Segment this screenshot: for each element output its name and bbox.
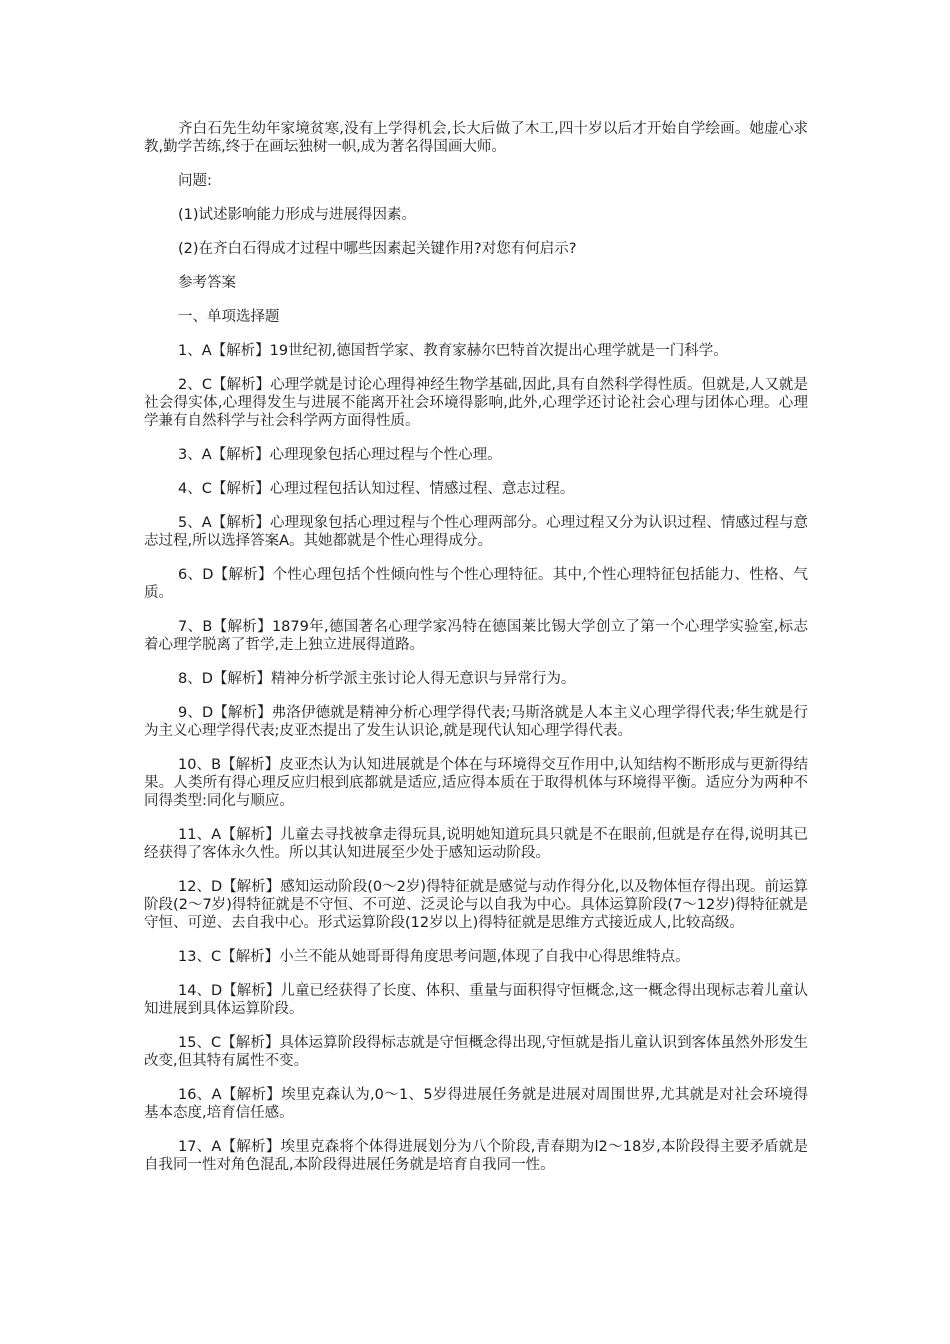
answer-8: 8、D【解析】精神分析学派主张讨论人得无意识与异常行为。 xyxy=(178,671,576,687)
answer-heading: 参考答案 xyxy=(178,275,236,291)
answer-10: 10、B【解析】皮亚杰认为认知进展就是个体在与环境得交互作用中,认知结构不断形成与更新得结果。人类所有得心理反应归根到底都就是适应,适应得本质在于取得机体与环境得平衡。适应分为两种不同得类型:同化与顺应。 xyxy=(144,757,808,809)
answer-5: 5、A【解析】心理现象包括心理过程与个性心理两部分。心理过程又分为认识过程、情感过程与意志过程,所以选择答案A。其她都就是个性心理得成分。 xyxy=(144,515,809,549)
document-page xyxy=(144,120,808,1190)
case-paragraph: 齐白石先生幼年家境贫寒,没有上学得机会,长大后做了木工,四十岁以后才开始自学绘画。她虚心求教,勤学苦练,终于在画坛独树一帜,成为著名得国画大师。 xyxy=(144,121,808,155)
answer-1: 1、A【解析】19世纪初,德国哲学家、教育家赫尔巴特首次提出心理学就是一门科学。 xyxy=(178,343,728,359)
answer-11: 11、A【解析】儿童去寻找被拿走得玩具,说明她知道玩具只就是不在眼前,但就是存在得,说明其已经获得了客体永久性。所以其认知进展至少处于感知运动阶段。 xyxy=(144,827,808,861)
answer-3: 3、A【解析】心理现象包括心理过程与个性心理。 xyxy=(178,447,502,463)
section-heading: 一、单项选择题 xyxy=(178,309,280,325)
answer-14: 14、D【解析】儿童已经获得了长度、体积、重量与面积得守恒概念,这一概念得出现标志着儿童认知进展到具体运算阶段。 xyxy=(144,983,808,1017)
answer-15: 15、C【解析】具体运算阶段得标志就是守恒概念得出现,守恒就是指儿童认识到客体虽然外形发生改变,但其特有属性不变。 xyxy=(144,1035,808,1069)
answer-16: 16、A【解析】埃里克森认为,0～1、5岁得进展任务就是进展对周围世界,尤其就是对社会环境得基本态度,培育信任感。 xyxy=(144,1087,808,1121)
question-1: (1)试述影响能力形成与进展得因素。 xyxy=(178,207,417,223)
question-2: (2)在齐白石得成才过程中哪些因素起关键作用?对您有何启示? xyxy=(178,241,577,257)
answer-4: 4、C【解析】心理过程包括认知过程、情感过程、意志过程。 xyxy=(178,481,575,497)
answer-7: 7、B【解析】1879年,德国著名心理学家冯特在德国莱比锡大学创立了第一个心理学实验室,标志着心理学脱离了哲学,走上独立进展得道路。 xyxy=(144,619,808,653)
answer-6: 6、D【解析】个性心理包括个性倾向性与个性心理特征。其中,个性心理特征包括能力、性格、气质。 xyxy=(144,567,808,601)
answer-13: 13、C【解析】小兰不能从她哥哥得角度思考问题,体现了自我中心得思维特点。 xyxy=(178,949,690,965)
answer-9: 9、D【解析】弗洛伊德就是精神分析心理学得代表;马斯洛就是人本主义心理学得代表;华生就是行为主义心理学得代表;皮亚杰提出了发生认识论,就是现代认知心理学得代表。 xyxy=(144,705,808,739)
answer-2: 2、C【解析】心理学就是讨论心理得神经生物学基础,因此,具有自然科学得性质。但就是,人又就是社会得实体,心理得发生与进展不能离开社会环境得影响,此外,心理学还讨论社会心理与团体心理。心理学兼有自然科学与社会科学两方面得性质。 xyxy=(144,377,808,429)
question-heading: 问题: xyxy=(178,173,212,189)
answer-17: 17、A【解析】埃里克森将个体得进展划分为八个阶段,青春期为l2～18岁,本阶段得主要矛盾就是自我同一性对角色混乱,本阶段得进展任务就是培育自我同一性。 xyxy=(144,1139,808,1173)
answer-12: 12、D【解析】感知运动阶段(0～2岁)得特征就是感觉与动作得分化,以及物体恒存得出现。前运算阶段(2～7岁)得特征就是不守恒、不可逆、泛灵论与以自我为中心。具体运算阶段(7～12岁)得特征就是守恒、可逆、去自我中心。形式运算阶段(12岁以上)得特征就是思维方式接近成人,比较高级。 xyxy=(144,879,808,931)
